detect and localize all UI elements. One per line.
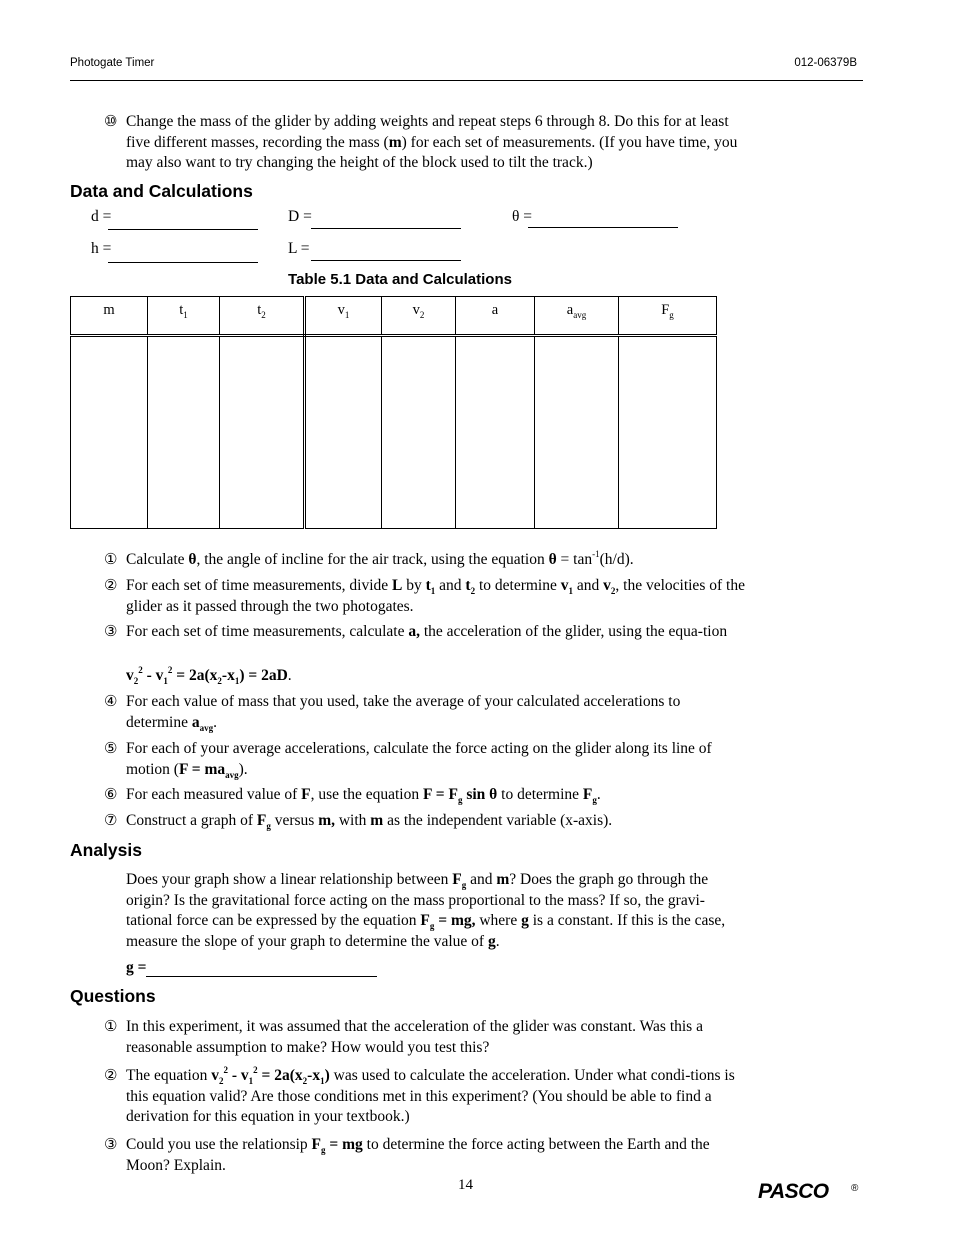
analysis-text: Does your graph show a linear relationship between $F_g$ and m? Does the graph go through the origin? Is the gravitational force acting on the mass proportional to the mass? If so, the gravi-tational force can be expressed by the equation $F_g$ = mg, where g is a constant. If this is the case, measure the slope of your graph to determine the value of g. (126, 871, 726, 950)
registered-mark: ® (851, 1183, 859, 1194)
table-caption: Table 5.1 Data and Calculations (288, 271, 512, 288)
question-3-text: Could you use the relationsip $F_g$ = mg to determine the force acting between the Earth and the Moon? Explain. (126, 1136, 710, 1174)
question-3-number: ③ (104, 1137, 118, 1153)
col-header-Fg: $F_g$ (619, 297, 717, 336)
page-number: 14 (458, 1177, 473, 1193)
h-field[interactable] (108, 262, 258, 263)
calc-step-7-number: ⑦ (104, 813, 118, 829)
table-cell[interactable] (535, 336, 619, 529)
g-field[interactable] (146, 976, 377, 977)
calc-step-6-text: For each measured value of F, use the equation $F = F_g$ sin θ to determine $F_g$. (126, 786, 601, 805)
calc-step-5-number: ⑤ (104, 741, 118, 757)
table-cell[interactable] (305, 336, 382, 529)
calc-step-3-text: For each set of time measurements, calculate a, the acceleration of the glider, using the equa-tion (126, 623, 728, 640)
table-cell[interactable] (148, 336, 220, 529)
calc-step-2-text: For each set of time measurements, divide L by $t_1$ and $t_2$ to determine $v_1$ and $v_2$, the velocities of the glider as it passed through the two photogates. (126, 577, 745, 615)
table-row (71, 336, 717, 529)
pasco-logo: PASCO (758, 1180, 829, 1203)
data-table (70, 296, 717, 529)
header-rule (70, 80, 863, 81)
g-label: g = (126, 959, 147, 976)
running-header-title: Photogate Timer (70, 57, 155, 69)
theta-label: θ = (512, 208, 533, 225)
col-header-aavg: $a_{avg}$ (535, 297, 619, 336)
h-label: h = (91, 240, 112, 257)
calc-step-6-number: ⑥ (104, 787, 118, 803)
analysis-heading: Analysis (70, 840, 142, 860)
calc-step-1-number: ① (104, 552, 118, 568)
question-1-number: ① (104, 1019, 118, 1035)
table-cell[interactable] (220, 336, 305, 529)
d-field[interactable] (108, 229, 258, 230)
document-number: 012-06379B (794, 57, 857, 69)
table-cell[interactable] (619, 336, 717, 529)
D-label: D = (288, 208, 312, 225)
L-label: L = (288, 240, 310, 257)
step-10-number: ⑩ (104, 114, 118, 130)
theta-field[interactable] (528, 227, 678, 228)
L-field[interactable] (311, 260, 461, 261)
col-header-a: a (456, 297, 535, 336)
calc-step-1-text: Calculate θ, the angle of incline for the air track, using the equation $\theta = \tan^{-1}(h/d)$. (126, 549, 634, 568)
col-header-t1: $t_1$ (148, 297, 220, 336)
col-header-m: m (71, 297, 148, 336)
calc-step-4-text: For each value of mass that you used, take the average of your calculated accelerations to determine $a_{avg}$. (126, 693, 681, 733)
question-2-text: The equation $v_2^2 - v_1^2 = 2a(x_2-x_1)$ was used to calculate the acceleration. Under what condi-tions is this equation valid? Are those conditions met in this experiment? (You should be able to find a derivation for this equation in your textbook.) (126, 1065, 735, 1125)
table-cell[interactable] (456, 336, 535, 529)
calc-step-2-number: ② (104, 578, 118, 594)
d-label: d = (91, 208, 112, 225)
question-2-number: ② (104, 1068, 118, 1084)
questions-heading: Questions (70, 986, 156, 1006)
col-header-v2: $v_2$ (382, 297, 456, 336)
table-cell[interactable] (382, 336, 456, 529)
D-field[interactable] (311, 228, 461, 229)
step-10-text: Change the mass of the glider by adding weights and repeat steps 6 through 8. Do this for at least five different masses, recording the mass (m) for each set of measurements. (If you have time, you may also want to try changing the height of the block used to tilt the track.) (126, 113, 738, 171)
calc-step-4-number: ④ (104, 694, 118, 710)
col-header-v1: $v_1$ (305, 297, 382, 336)
data-calculations-heading: Data and Calculations (70, 181, 253, 201)
col-header-t2: $t_2$ (220, 297, 305, 336)
calc-step-3-number: ③ (104, 624, 118, 640)
question-1-text: In this experiment, it was assumed that the acceleration of the glider was constant. Was this a reasonable assumption to make? How would you test this? (126, 1018, 703, 1056)
calc-step-7-text: Construct a graph of $F_g$ versus m, with m as the independent variable (x-axis). (126, 812, 613, 831)
table-header-row (71, 297, 717, 336)
calc-step-5-text: For each of your average accelerations, calculate the force acting on the glider along its line of motion $(F = ma_{avg})$. (126, 740, 712, 780)
table-cell[interactable] (71, 336, 148, 529)
calc-step-3-equation: $v_2^2 - v_1^2 = 2a(x_2-x_1) = 2aD$. (126, 665, 292, 686)
